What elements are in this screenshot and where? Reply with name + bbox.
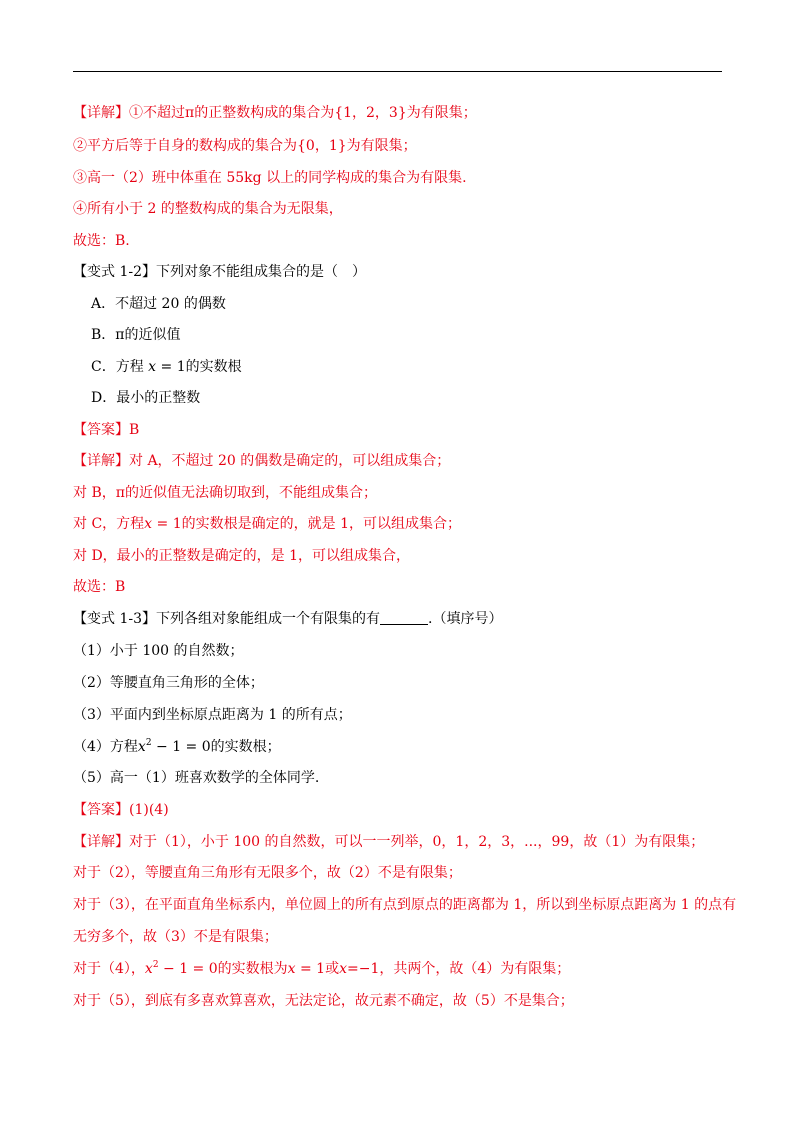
question-1-2-stem: 【变式 1-2】下列对象不能组成集合的是（ ） <box>73 264 366 280</box>
answer-1-3: 【答案】(1)(4) <box>73 802 169 818</box>
detail-1-3-line-3: 对于（3），在平面直角坐标系内，单位圆上的所有点到原点的距离都为 1，所以到坐标原点距离为 1 的点有 <box>73 897 737 913</box>
detail-line-1: 【详解】①不超过π的正整数构成的集合为{1，2，3}为有限集； <box>73 105 477 121</box>
option-a: A．不超过 20 的偶数 <box>91 296 226 312</box>
detail-1-2-line-3 <box>73 515 461 533</box>
detail-1-3-line-1: 【详解】对于（1），小于 100 的自然数，可以一一列举，0，1，2，3，...，99，故（1）为有限集； <box>73 834 705 850</box>
detail-line-5: 故选：B. <box>73 233 130 249</box>
detail-1-3-line-4-prefix: 对于（4）， <box>73 961 145 977</box>
detail-line-3: ③高一（2）班中体重在 55kg 以上的同学构成的集合为有限集. <box>73 170 467 186</box>
option-c-prefix: C．方程 <box>91 359 149 375</box>
question-1-3-stem <box>73 610 502 628</box>
item-3: （3）平面内到坐标原点距离为 1 的所有点； <box>73 707 352 723</box>
equation-x-eq-1-detail: x = 1 <box>144 516 182 532</box>
root-x-eq-minus-1: x=−1 <box>339 961 380 977</box>
answer-blank <box>380 612 428 625</box>
header-rule <box>73 71 722 72</box>
detail-1-2-line-3-prefix: 对 C，方程 <box>73 516 145 532</box>
detail-1-3-line-4-mid: 的实数根为 <box>217 961 288 977</box>
root-x-eq-1: x = 1 <box>287 961 326 977</box>
item-1: （1）小于 100 的自然数； <box>73 643 244 659</box>
item-4 <box>73 738 281 756</box>
detail-1-3-line-5: 对于（5），到底有多喜欢算喜欢，无法定论，故元素不确定，故（5）不是集合； <box>73 993 574 1009</box>
detail-1-3-line-4-suffix: ，共两个，故（4）为有限集； <box>379 961 571 977</box>
question-1-3-stem-suffix: .（填序号） <box>428 611 503 627</box>
detail-1-3-line-3b: 无穷多个，故（3）不是有限集； <box>73 929 278 945</box>
detail-1-2-line-4: 对 D，最小的正整数是确定的，是 1，可以组成集合， <box>73 548 411 564</box>
item-5: （5）高一（1）班喜欢数学的全体同学. <box>73 770 320 786</box>
item-4-suffix: 的实数根； <box>210 739 281 755</box>
detail-1-2-line-1: 【详解】对 A，不超过 20 的偶数是确定的，可以组成集合； <box>73 453 451 469</box>
detail-1-2-line-5: 故选：B <box>73 579 126 595</box>
detail-line-2: ②平方后等于自身的数构成的集合为{0，1}为有限集； <box>73 138 417 154</box>
detail-1-3-line-2: 对于（2），等腰直角三角形有无限多个，故（2）不是有限集； <box>73 865 462 881</box>
answer-1-2: 【答案】B <box>73 422 140 438</box>
detail-1-3-line-4 <box>73 960 570 978</box>
detail-1-3-line-4-or: 或 <box>325 961 340 977</box>
equation-x-eq-1: x = 1 <box>148 359 186 375</box>
option-c-suffix: 的实数根 <box>185 359 242 375</box>
detail-1-2-line-2: 对 B，π的近似值无法确切取到，不能组成集合； <box>73 485 377 501</box>
detail-line-4: ④所有小于 2 的整数构成的集合为无限集， <box>73 201 343 217</box>
option-d: D．最小的正整数 <box>91 390 201 406</box>
question-1-3-stem-prefix: 【变式 1-3】下列各组对象能组成一个有限集的有 <box>73 611 380 627</box>
equation-x-squared-minus-1-detail: $x^2 - 1 = 0$ <box>144 960 218 977</box>
item-2: （2）等腰直角三角形的全体； <box>73 675 264 691</box>
equation-x-squared-minus-1: $x^2 - 1 = 0$ <box>137 738 211 755</box>
item-4-prefix: （4）方程 <box>73 739 138 755</box>
detail-1-2-line-3-suffix: 的实数根是确定的，就是 1，可以组成集合； <box>181 516 461 532</box>
option-c <box>91 358 242 376</box>
option-b: B．π的近似值 <box>91 327 181 343</box>
